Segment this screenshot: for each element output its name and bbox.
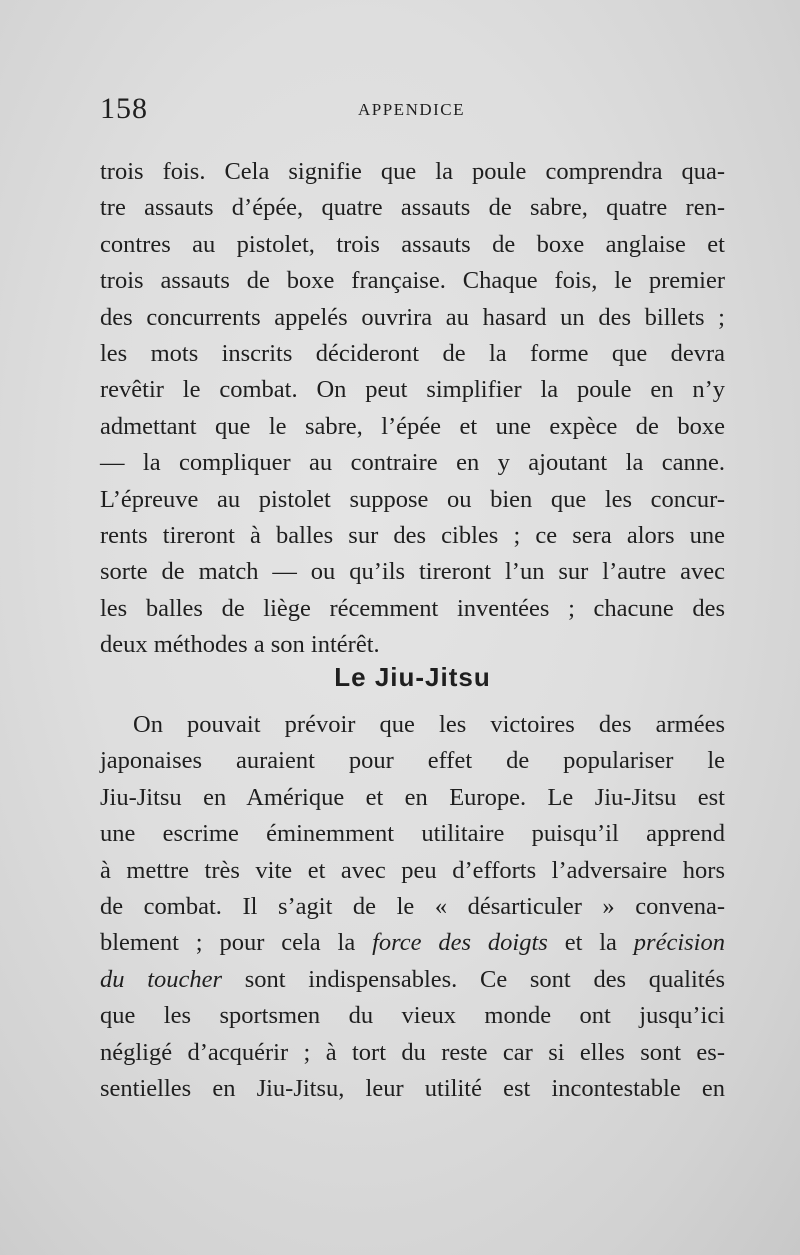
- text-line: [100, 962, 725, 998]
- text-line: des concurrents appelés ouvrira au hasard un des billets ;: [100, 303, 725, 331]
- text-line: tre assauts d’épée, quatre assauts de sabre, quatre ren-: [100, 194, 725, 222]
- text-line: trois assauts de boxe française. Chaque fois, le premier: [100, 267, 725, 295]
- text-line: rents tireront à balles sur des cibles ; ce sera alors une: [100, 521, 725, 549]
- text-line: Jiu-Jitsu en Amérique et en Europe. Le Jiu-Jitsu est: [100, 783, 725, 811]
- text-line: les mots inscrits décideront de la forme que devra: [100, 339, 725, 367]
- text-line: sorte de match — ou qu’ils tireront l’un sur l’autre avec: [100, 558, 725, 586]
- text-line: trois fois. Cela signifie que la poule comprendra qua-: [100, 158, 725, 185]
- text-line: à mettre très vite et avec peu d’efforts l’adversaire hors: [100, 856, 725, 884]
- text-line: revêtir le combat. On peut simplifier la poule en n’y: [100, 376, 725, 404]
- text-line: de combat. Il s’agit de le « désarticuler » convena-: [100, 892, 725, 920]
- text-line: [100, 925, 725, 961]
- running-head: [100, 92, 725, 132]
- section-title: Le Jiu-Jitsu: [334, 662, 491, 692]
- paragraph-continuation: [100, 154, 725, 663]
- text-run: blement ; pour cela la: [100, 929, 373, 957]
- italic-run: force des doigts: [372, 929, 548, 957]
- text-line: admettant que le sabre, l’épée et une expèce de boxe: [100, 412, 725, 440]
- text-line: contres au pistolet, trois assauts de boxe anglaise et: [100, 230, 725, 258]
- text-line: que les sportsmen du vieux monde ont jusqu’ici: [100, 1002, 725, 1030]
- text-line: deux méthodes a son intérêt.: [100, 631, 380, 659]
- text-line: japonaises auraient pour effet de populariser le: [100, 747, 725, 775]
- text-line: une escrime éminemment utilitaire puisqu’il apprend: [100, 820, 725, 848]
- text-line: sentielles en Jiu-Jitsu, leur utilité est incontestable en: [100, 1074, 725, 1102]
- text-line: On pouvait prévoir que les victoires des armées: [133, 711, 725, 738]
- text-line: négligé d’acquérir ; à tort du reste car si elles sont es-: [100, 1038, 725, 1066]
- text-run: sont indispensables. Ce sont des qualités: [222, 965, 725, 993]
- text-line: — la compliquer au contraire en y ajoutant la canne.: [100, 449, 725, 477]
- text-line: les balles de liège récemment inventées ; chacune des: [100, 594, 725, 622]
- text-line: L’épreuve au pistolet suppose ou bien que les concur-: [100, 485, 725, 513]
- italic-run: précision: [633, 929, 725, 957]
- paragraph-jiu-jitsu: [100, 707, 725, 1107]
- text-run: et la: [547, 929, 634, 957]
- running-title: APPENDICE: [358, 100, 466, 119]
- page-number: 158: [100, 92, 148, 125]
- italic-run: du toucher: [100, 965, 223, 993]
